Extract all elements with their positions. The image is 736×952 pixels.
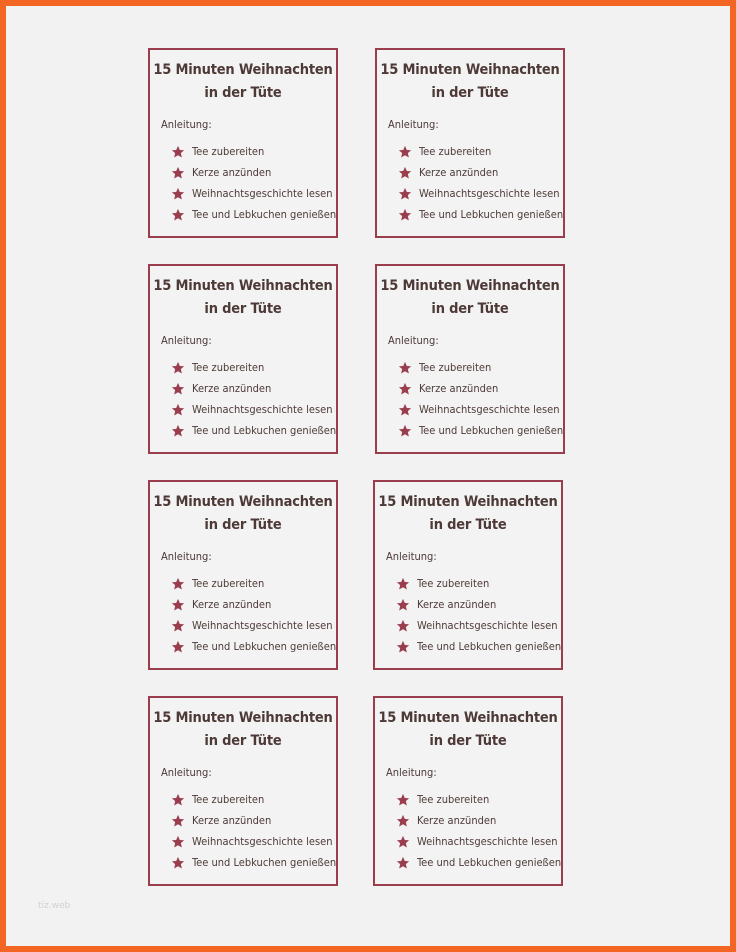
label-card: [148, 48, 338, 238]
step-text: Kerze anzünden: [192, 166, 272, 179]
star-icon: [396, 640, 410, 654]
step-text: Weihnachtsgeschichte lesen: [192, 619, 333, 632]
card-title-line2: in der Tüte: [204, 301, 282, 317]
star-icon: [396, 835, 410, 849]
step-item: [398, 141, 563, 162]
step-item: [398, 162, 563, 183]
star-icon: [171, 814, 185, 828]
star-icon: [171, 619, 185, 633]
label-card: [148, 696, 338, 886]
steps-list: [398, 357, 563, 441]
step-text: Tee zubereiten: [192, 145, 265, 158]
step-item: [171, 594, 336, 615]
steps-list: [398, 141, 563, 225]
star-icon: [398, 403, 412, 417]
instructions-label: Anleitung:: [386, 766, 437, 779]
star-icon: [171, 793, 185, 807]
card-title-line1: 15 Minuten Weihnachten: [378, 710, 558, 726]
label-card: [375, 48, 565, 238]
instructions-label: Anleitung:: [388, 334, 439, 347]
step-item: [398, 357, 563, 378]
card-title-line1: 15 Minuten Weihnachten: [153, 62, 333, 78]
step-text: Weihnachtsgeschichte lesen: [192, 187, 333, 200]
card-title: [377, 59, 563, 105]
step-item: [398, 399, 563, 420]
star-icon: [398, 187, 412, 201]
step-text: Weihnachtsgeschichte lesen: [417, 619, 558, 632]
step-item: [171, 141, 336, 162]
instructions-label: Anleitung:: [161, 550, 212, 563]
step-item: [396, 573, 561, 594]
star-icon: [398, 424, 412, 438]
step-text: Weihnachtsgeschichte lesen: [419, 403, 560, 416]
step-item: [171, 615, 336, 636]
card-title-line1: 15 Minuten Weihnachten: [380, 278, 560, 294]
step-text: Tee zubereiten: [192, 577, 265, 590]
step-text: Weihnachtsgeschichte lesen: [192, 403, 333, 416]
step-item: [171, 810, 336, 831]
step-text: Kerze anzünden: [419, 382, 499, 395]
watermark: tiz.web: [38, 901, 71, 911]
star-icon: [171, 424, 185, 438]
label-card: [373, 696, 563, 886]
step-item: [171, 420, 336, 441]
star-icon: [171, 145, 185, 159]
step-text: Tee zubereiten: [192, 793, 265, 806]
card-title: [375, 707, 561, 753]
step-item: [171, 573, 336, 594]
step-item: [398, 378, 563, 399]
card-title: [150, 707, 336, 753]
label-card: [373, 480, 563, 670]
step-item: [171, 183, 336, 204]
star-icon: [171, 361, 185, 375]
step-item: [396, 852, 561, 873]
instructions-label: Anleitung:: [386, 550, 437, 563]
step-item: [171, 636, 336, 657]
instructions-label: Anleitung:: [161, 118, 212, 131]
step-item: [398, 183, 563, 204]
card-title: [150, 491, 336, 537]
step-item: [171, 399, 336, 420]
star-icon: [171, 166, 185, 180]
card-title-line1: 15 Minuten Weihnachten: [153, 710, 333, 726]
step-item: [396, 615, 561, 636]
step-text: Tee und Lebkuchen genießen: [419, 424, 564, 437]
steps-list: [171, 789, 336, 873]
card-title: [377, 275, 563, 321]
step-item: [396, 810, 561, 831]
step-text: Kerze anzünden: [192, 382, 272, 395]
star-icon: [398, 145, 412, 159]
card-title-line1: 15 Minuten Weihnachten: [380, 62, 560, 78]
step-text: Tee und Lebkuchen genießen: [419, 208, 564, 221]
star-icon: [398, 166, 412, 180]
card-title: [150, 275, 336, 321]
star-icon: [396, 577, 410, 591]
step-item: [171, 831, 336, 852]
steps-list: [396, 573, 561, 657]
star-icon: [171, 598, 185, 612]
step-text: Tee und Lebkuchen genießen: [192, 640, 337, 653]
steps-list: [396, 789, 561, 873]
card-title-line1: 15 Minuten Weihnachten: [153, 278, 333, 294]
step-text: Kerze anzünden: [417, 814, 497, 827]
star-icon: [171, 403, 185, 417]
star-icon: [398, 382, 412, 396]
star-icon: [171, 208, 185, 222]
card-title: [150, 59, 336, 105]
step-text: Tee zubereiten: [417, 577, 490, 590]
card-title-line2: in der Tüte: [429, 517, 507, 533]
step-item: [396, 789, 561, 810]
card-title-line2: in der Tüte: [429, 733, 507, 749]
label-card: [148, 264, 338, 454]
star-icon: [396, 598, 410, 612]
step-text: Tee und Lebkuchen genießen: [417, 640, 562, 653]
star-icon: [396, 619, 410, 633]
instructions-label: Anleitung:: [161, 334, 212, 347]
star-icon: [396, 856, 410, 870]
step-text: Tee und Lebkuchen genießen: [192, 856, 337, 869]
step-item: [171, 357, 336, 378]
step-item: [398, 204, 563, 225]
card-title-line2: in der Tüte: [204, 733, 282, 749]
label-card: [148, 480, 338, 670]
card-title: [375, 491, 561, 537]
star-icon: [171, 640, 185, 654]
step-item: [171, 378, 336, 399]
step-item: [171, 789, 336, 810]
step-item: [396, 831, 561, 852]
star-icon: [171, 856, 185, 870]
step-text: Tee und Lebkuchen genießen: [417, 856, 562, 869]
step-text: Tee zubereiten: [417, 793, 490, 806]
steps-list: [171, 573, 336, 657]
card-title-line2: in der Tüte: [204, 85, 282, 101]
step-text: Kerze anzünden: [417, 598, 497, 611]
star-icon: [171, 187, 185, 201]
star-icon: [171, 577, 185, 591]
card-title-line2: in der Tüte: [431, 301, 509, 317]
star-icon: [398, 361, 412, 375]
step-text: Kerze anzünden: [192, 598, 272, 611]
steps-list: [171, 141, 336, 225]
instructions-label: Anleitung:: [161, 766, 212, 779]
step-item: [171, 204, 336, 225]
step-item: [171, 852, 336, 873]
card-title-line1: 15 Minuten Weihnachten: [153, 494, 333, 510]
instructions-label: Anleitung:: [388, 118, 439, 131]
star-icon: [396, 814, 410, 828]
step-item: [396, 594, 561, 615]
card-title-line1: 15 Minuten Weihnachten: [378, 494, 558, 510]
steps-list: [171, 357, 336, 441]
step-text: Weihnachtsgeschichte lesen: [417, 835, 558, 848]
star-icon: [171, 382, 185, 396]
label-card: [375, 264, 565, 454]
star-icon: [171, 835, 185, 849]
step-text: Tee zubereiten: [192, 361, 265, 374]
step-text: Tee und Lebkuchen genießen: [192, 208, 337, 221]
step-text: Kerze anzünden: [192, 814, 272, 827]
step-text: Tee zubereiten: [419, 361, 492, 374]
step-item: [171, 162, 336, 183]
step-item: [396, 636, 561, 657]
star-icon: [398, 208, 412, 222]
card-title-line2: in der Tüte: [431, 85, 509, 101]
step-text: Weihnachtsgeschichte lesen: [419, 187, 560, 200]
step-text: Kerze anzünden: [419, 166, 499, 179]
step-item: [398, 420, 563, 441]
star-icon: [396, 793, 410, 807]
card-title-line2: in der Tüte: [204, 517, 282, 533]
step-text: Tee und Lebkuchen genießen: [192, 424, 337, 437]
step-text: Tee zubereiten: [419, 145, 492, 158]
step-text: Weihnachtsgeschichte lesen: [192, 835, 333, 848]
